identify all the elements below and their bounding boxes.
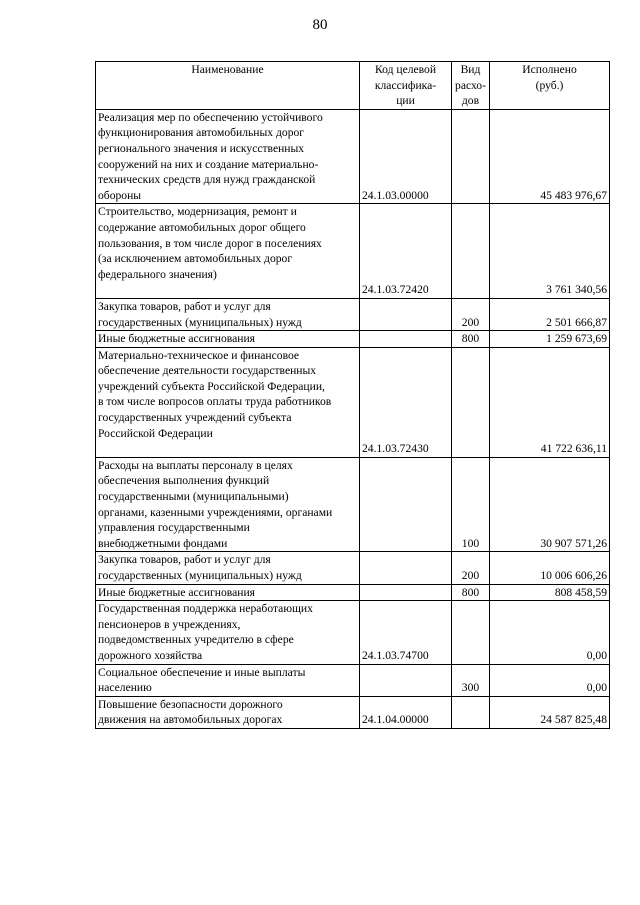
row-code	[360, 298, 452, 330]
row-amount: 1 259 673,69	[490, 331, 610, 348]
row-name-line: государственных (муниципальных) нужд	[98, 569, 302, 582]
row-name-line: органами, казенными учреждениями, органами	[98, 505, 333, 519]
row-name-line: обороны	[98, 188, 142, 202]
table-row	[96, 109, 610, 204]
row-name-line: пользования, в том числе дорог в поселениях	[98, 236, 322, 250]
row-name-line: Закупка товаров, работ и услуг для	[98, 299, 271, 313]
header-code	[360, 62, 452, 110]
row-code: 24.1.03.74700	[360, 601, 452, 664]
row-name-line: Закупка товаров, работ и услуг для	[98, 553, 271, 567]
row-name-line: регионального значения и искусственных	[98, 141, 305, 155]
row-name-line: учреждений субъекта Российской Федерации,	[98, 379, 325, 393]
row-name	[96, 347, 360, 457]
header-amount-line: Исполнено	[522, 63, 577, 76]
row-name	[96, 696, 360, 728]
row-name-line: функционирования автомобильных дорог	[98, 126, 305, 140]
header-amount-line: (руб.)	[535, 78, 564, 92]
row-expense-type	[452, 696, 490, 728]
row-code: 24.1.04.00000	[360, 696, 452, 728]
row-expense-type: 800	[452, 584, 490, 601]
table-row	[96, 552, 610, 584]
row-expense-type	[452, 204, 490, 299]
row-name-line: Строительство, модернизация, ремонт и	[98, 205, 297, 219]
row-amount: 2 501 666,87	[490, 298, 610, 330]
row-expense-type	[452, 601, 490, 664]
table-row	[96, 347, 610, 457]
row-name	[96, 457, 360, 552]
row-name-line: Российской Федерации	[98, 426, 213, 440]
row-name-line: Расходы на выплаты персоналу в целях	[98, 458, 293, 472]
row-name-line: содержание автомобильных дорог общего	[98, 220, 306, 234]
row-code	[360, 457, 452, 552]
row-name-line: государственных учреждений субъекта	[98, 411, 292, 425]
row-name-line: федерального значения)	[98, 267, 217, 281]
table-row	[96, 204, 610, 299]
row-expense-type: 200	[452, 552, 490, 584]
header-type-line: дов	[461, 94, 480, 108]
row-code: 24.1.03.00000	[360, 109, 452, 204]
table-row	[96, 331, 610, 348]
header-code-line: Код целевой	[374, 63, 437, 76]
row-name-line: Материально-техническое и финансовое	[98, 348, 300, 362]
row-name-line: внебюджетными фондами	[98, 536, 228, 550]
header-type-line: расхо-	[455, 78, 486, 92]
row-amount: 3 761 340,56	[490, 204, 610, 299]
header-amount	[490, 62, 610, 110]
row-name-line: технических средств для нужд гражданской	[98, 173, 316, 187]
row-expense-type: 100	[452, 457, 490, 552]
row-expense-type	[452, 347, 490, 457]
row-expense-type: 200	[452, 298, 490, 330]
row-expense-type: 800	[452, 331, 490, 348]
row-amount: 24 587 825,48	[490, 696, 610, 728]
row-code: 24.1.03.72430	[360, 347, 452, 457]
row-code	[360, 584, 452, 601]
table-row	[96, 584, 610, 601]
row-code	[360, 552, 452, 584]
row-expense-type: 300	[452, 664, 490, 696]
row-code	[360, 331, 452, 348]
row-name-line: сооружений на них и создание материально-	[98, 157, 319, 171]
row-name-line: обеспечение деятельности государственных	[98, 364, 317, 378]
table-row	[96, 696, 610, 728]
row-name-line: (за исключением автомобильных дорог	[98, 252, 293, 266]
row-name-line: Реализация мер по обеспечению устойчивого	[98, 110, 323, 124]
row-name-line	[98, 441, 357, 457]
table-body	[96, 109, 610, 728]
header-code-line: классифика-	[374, 78, 437, 92]
row-name-line: обеспечения выполнения функций	[98, 474, 270, 488]
row-amount: 10 006 606,26	[490, 552, 610, 584]
row-name-line: населению	[98, 681, 152, 695]
row-name	[96, 109, 360, 204]
row-name-line: дорожного хозяйства	[98, 648, 203, 662]
page-number: 80	[312, 17, 328, 33]
row-name	[96, 601, 360, 664]
row-name-line: Повышение безопасности дорожного	[98, 697, 283, 711]
table-row	[96, 664, 610, 696]
row-amount: 0,00	[490, 664, 610, 696]
header-name: Наименование	[96, 62, 360, 110]
table-row	[96, 457, 610, 552]
row-name	[96, 204, 360, 299]
row-amount: 0,00	[490, 601, 610, 664]
row-code	[360, 664, 452, 696]
row-name	[96, 552, 360, 584]
header-type	[452, 62, 490, 110]
row-name	[96, 664, 360, 696]
header-type-line: Вид	[460, 63, 481, 76]
row-name-line: Государственная поддержка неработающих	[98, 602, 313, 616]
row-name-line: государственных (муниципальных) нужд	[98, 315, 302, 329]
row-name-line: Социальное обеспечение и иные выплаты	[98, 665, 306, 679]
row-code: 24.1.03.72420	[360, 204, 452, 299]
row-name-line: движения на автомобильных дорогах	[98, 713, 283, 727]
row-name-line: Иные бюджетные ассигнования	[98, 585, 255, 599]
row-name-line: пенсионеров в учреждениях,	[98, 617, 241, 631]
table-header-row	[96, 62, 610, 110]
row-amount: 30 907 571,26	[490, 457, 610, 552]
row-name-line: государственными (муниципальными)	[98, 490, 289, 504]
table-row	[96, 601, 610, 664]
row-name-line: управления государственными	[98, 521, 250, 535]
row-name-line: Иные бюджетные ассигнования	[98, 332, 255, 346]
table-row	[96, 298, 610, 330]
row-name	[96, 298, 360, 330]
row-name	[96, 584, 360, 601]
row-name-line: подведомственных учредителю в сфере	[98, 633, 294, 647]
row-name	[96, 331, 360, 348]
row-amount: 41 722 636,11	[490, 347, 610, 457]
budget-execution-table	[95, 61, 610, 729]
header-code-line: ции	[396, 94, 415, 108]
row-amount: 45 483 976,67	[490, 109, 610, 204]
row-name-line: в том числе вопросов оплаты труда работников	[98, 395, 332, 409]
row-amount: 808 458,59	[490, 584, 610, 601]
row-name-line	[98, 282, 357, 298]
row-expense-type	[452, 109, 490, 204]
